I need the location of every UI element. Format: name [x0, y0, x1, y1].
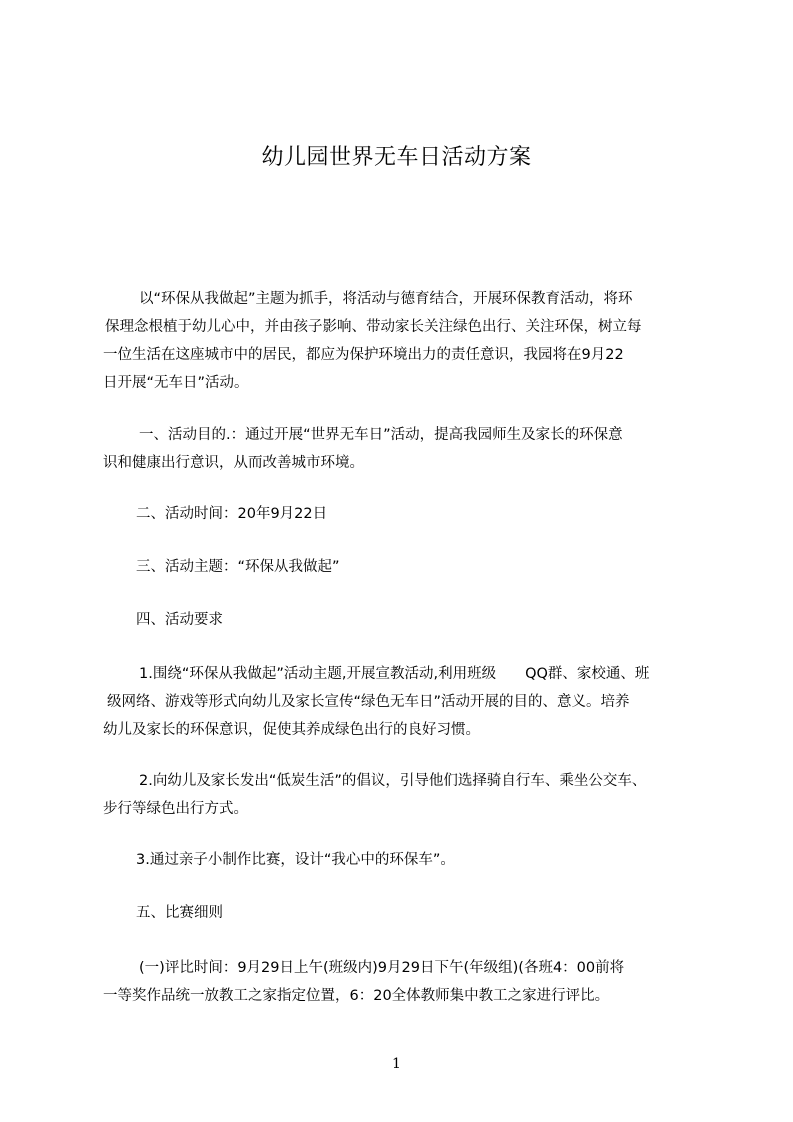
section-requirements-heading [103, 606, 713, 634]
paragraph-line: 识和健康出行意识，从而改善城市环境。 [103, 455, 364, 471]
paragraph-line: 2.向幼儿及家长发出“低炭生活”的倡议，引导他们选择骑自行车、乘坐公交车、 [139, 773, 647, 789]
paragraph-line: 日开展“无车日”活动。 [103, 375, 249, 391]
section-purpose [103, 421, 713, 477]
requirement-item-1 [103, 660, 713, 744]
paragraph-line: 1.围绕“环保从我做起”活动主题,开展宣教活动,利用班级 QQ群、家校通、班 [139, 666, 650, 682]
page-number: 1 [392, 1056, 401, 1072]
paragraph-line: 3.通过亲子小制作比赛，设计“我心中的环保车”。 [136, 852, 455, 868]
paragraph-line: 三、活动主题：“环保从我做起” [136, 559, 340, 575]
paragraph-line: 保理念根植于幼儿心中，并由孩子影响、带动家长关注绿色出行、关注环保，树立每 [105, 319, 642, 335]
paragraph-line: 以“环保从我做起”主题为抓手，将活动与德育结合，开展环保教育活动，将环 [139, 291, 633, 307]
requirement-item-3 [103, 846, 713, 874]
paragraph-line: 一等奖作品统一放教工之家指定位置，6：20全体教师集中教工之家进行评比。 [103, 988, 610, 1004]
document-title: 幼儿园世界无车日活动方案 [261, 145, 532, 170]
paragraph-line: (一)评比时间：9月29日上午(班级内)9月29日下午(年级组)(各班4：00前将 [139, 960, 625, 976]
paragraph-line: 一位生活在这座城市中的居民，都应为保护环境出力的责任意识，我园将在9月22 [103, 347, 624, 363]
paragraph-line: 二、活动时间：20年9月22日 [136, 506, 328, 522]
intro-paragraph [103, 285, 713, 397]
section-time [103, 500, 713, 528]
paragraph-line: 四、活动要求 [136, 612, 223, 628]
section-rules-heading [103, 899, 713, 927]
rules-detail [103, 954, 713, 1010]
requirement-item-2 [103, 767, 713, 823]
section-theme [103, 553, 713, 581]
paragraph-line: 一、活动目的.：通过开展“世界无车日”活动，提高我园师生及家长的环保意 [139, 427, 623, 443]
paragraph-line: 幼儿及家长的环保意识，促使其养成绿色出行的良好习惯。 [103, 722, 480, 738]
paragraph-line: 五、比赛细则 [136, 905, 223, 921]
paragraph-line: 步行等绿色出行方式。 [103, 801, 248, 817]
paragraph-line: 级网络、游戏等形式向幼儿及家长宣传“绿色无车日”活动开展的目的、意义。培养 [107, 694, 630, 710]
